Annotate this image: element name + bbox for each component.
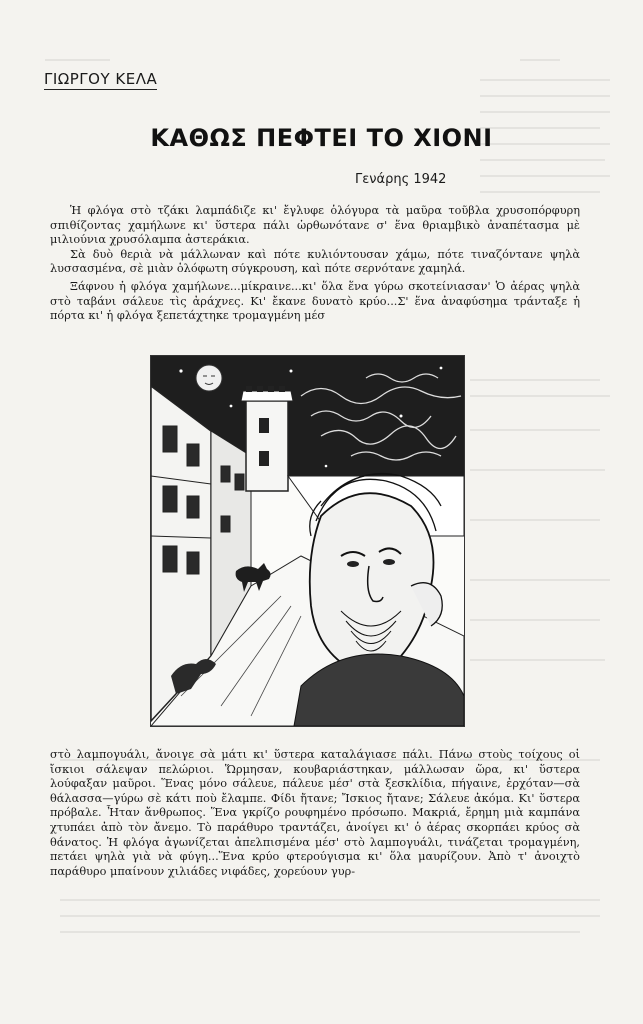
paragraph-1: Ἡ φλόγα στὸ τζάκι λαμπάδιζε κι' ἔγλυφε ὁλόγυρα τὰ μαῦρα τοῦβλα χρυσοπόρφυρη σπιθίζοντας χαμήλωνε κι' ὕστερα πάλι ὡρθωνότανε σ' ἕνα θριαμβικὸ ἀναπέτασμα μὲ μιλιούνια χρυσόλαμπα ἀστεράκια.	[50, 204, 580, 247]
paragraph-4: στὸ λαμπογυάλι, ἄνοιγε σὰ μάτι κι' ὕστερα καταλάγιασε πάλι. Πάνω στοὺς τοίχους οἱ ἴσκιοι σάλεψαν πελώριοι. Ὥρμησαν, κουβαριάστηκαν, μάλλωσαν ὥρα, κι' ὕστερα λούφαξαν μαῦροι. Ἕνας μόνο σάλευε, πάλευε μέσ' στὰ ξεσκλίδια, πήγαινε, ἐρχόταν—σὰ θάλασσα—γύρω σὲ κάτι ποὺ ἔλαμπε. Φίδι ἤτανε; Ἴσκιος ἤτανε; Σάλευε ἀκόμα. Κι' ὕστερα πρόβαλε. Ἦταν ἄνθρωπος. Ἕνα γκρίζο ρουφημένο πρόσωπο. Μακριά, ἔρημη μιὰ καμπάνα χτυπάει ἀπὸ τὸν ἄνεμο. Τὸ παράθυρο τραντάζει, ἀνοίγει κι' ὁ ἀέρας σκορπάει κρύος σὰ θάνατος. Ἡ φλόγα ἀγωνίζεται ἀπελπισμένα μέσ' στὸ λαμπογυάλι, τινάζεται τρομαγμένη, πετάει ψηλὰ γιὰ νὰ φύγη...Ἕνα κρύο φτερούγισμα κι' ὅλα μαυρίζουν. Ἀπὸ τ' ἀνοιχτὸ παράθυρο μπαίνουν χιλιάδες νιφάδες, χορεύουν γυρ-	[50, 748, 580, 878]
opening-text	[50, 204, 580, 324]
paragraph-3: Ξάφνου ἡ φλόγα χαμήλωνε...μίκραινε...κι' ὅλα ἕνα γύρω σκοτείνιασαν' Ὁ ἀέρας ψηλὰ στὸ ταβάνι σάλευε τὶς ἀράχνες. Κι' ἔκανε δυνατὸ κρύο...Σ' ἕνα ἀναφύσημα τράνταξε ἡ πόρτα κι' ἡ φλόγα ξεπετάχτηκε τρομαγμένη μέσ	[50, 279, 580, 323]
ink-drawing	[151, 356, 464, 726]
story-illustration	[150, 355, 465, 727]
dateline: Γενάρης 1942	[355, 172, 447, 187]
paragraph-2: Σὰ δυὸ θεριὰ νὰ μάλλωναν καὶ πότε κυλιόντουσαν χάμω, πότε τιναζόντανε ψηλὰ λυσσασμένα, σὲ μιὰν ὁλόφωτη σύγκρουση, καὶ πότε σερνότανε χαμηλά.	[50, 247, 580, 276]
continuation-text	[50, 748, 580, 879]
story-title: ΚΑΘΩΣ ΠΕΦΤΕΙ ΤΟ ΧΙΟΝΙ	[150, 124, 493, 152]
author-byline: ΓΙΩΡΓΟΥ ΚΕΛΑ	[44, 70, 158, 88]
